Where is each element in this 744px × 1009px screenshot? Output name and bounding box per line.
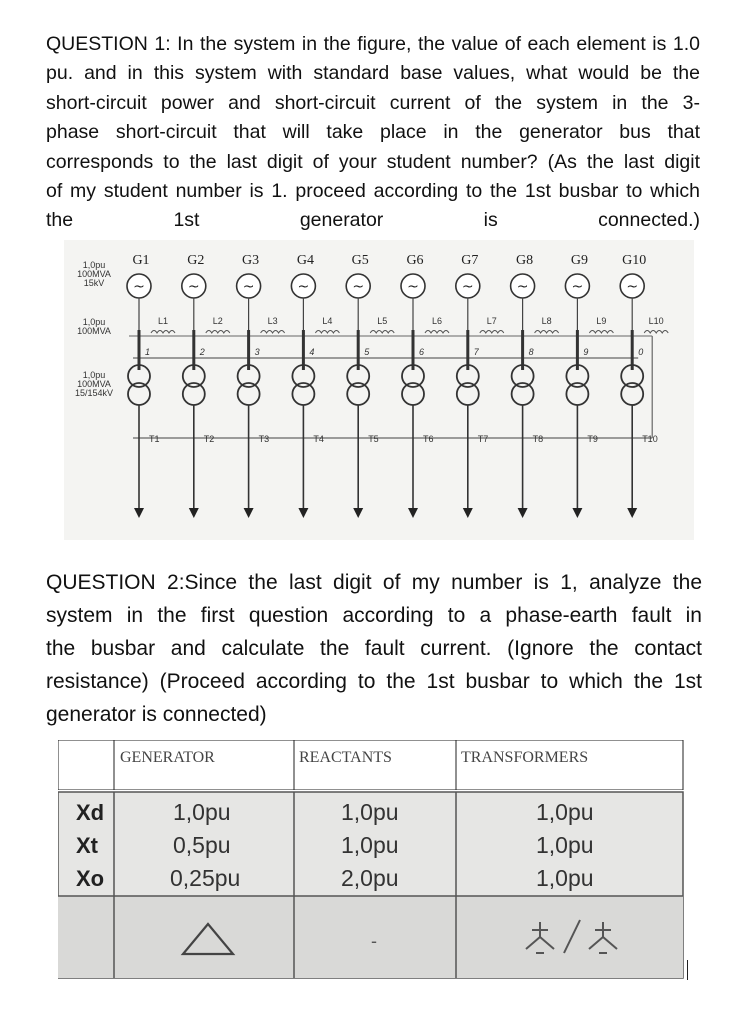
generator-label: G7 <box>461 253 479 268</box>
generator-symbol: ~ <box>133 279 145 295</box>
busbar <box>357 330 360 370</box>
row-label-xo: Xo <box>76 866 105 891</box>
busbar <box>631 330 634 370</box>
busbar <box>247 330 250 370</box>
busbar <box>466 330 469 370</box>
reactant-xo-value: 2,0pu <box>341 865 399 891</box>
generator-symbol: ~ <box>626 279 639 295</box>
line-label: L4 <box>322 316 333 326</box>
bus-number: 0 <box>638 347 644 357</box>
line-label: L5 <box>377 316 388 326</box>
generator-symbol: ~ <box>407 279 419 295</box>
busbar <box>302 330 305 370</box>
bus-number: 7 <box>473 347 479 357</box>
transformer-xo-value: 1,0pu <box>536 865 594 891</box>
header-transformers: TRANSFORMERS <box>461 749 589 766</box>
reactant-symbol: - <box>371 931 377 951</box>
question-1-line: of my student number is 1. proceed according to the 1st busbar to which <box>46 180 700 203</box>
bus-number: 8 <box>528 347 534 357</box>
generator-label: G6 <box>406 253 424 268</box>
line-label: L3 <box>267 316 278 326</box>
bus-number: 5 <box>364 347 370 357</box>
generator-xo-value: 0,25pu <box>170 865 241 891</box>
generator-symbol: ~ <box>571 279 584 295</box>
question-1-line: short-circuit power and short-circuit current of the system in the 3- <box>46 91 700 114</box>
bus-number: 2 <box>199 347 205 357</box>
question-1-last-line <box>46 206 700 235</box>
question-1-line: phase short-circuit that will take place in the generator bus that <box>46 121 700 144</box>
busbar <box>576 330 579 370</box>
transformer-label: T3 <box>258 434 270 444</box>
busbar <box>192 330 195 370</box>
line-label: L6 <box>431 316 443 326</box>
generator-label: G9 <box>570 253 588 268</box>
question-2-line: the busbar and calculate the fault current. (Ignore the contact <box>46 637 702 660</box>
question-1-line: pu. and in this system with standard base values, what would be the <box>46 62 700 85</box>
transformer-label: T9 <box>587 434 598 444</box>
power-system-diagram <box>64 240 694 540</box>
question-2-line: generator is connected) <box>46 703 267 726</box>
busbar <box>521 330 524 370</box>
line-label: L10 <box>648 316 664 326</box>
impedance-table <box>58 740 688 980</box>
bus-number: 3 <box>254 347 260 357</box>
generator-label: G3 <box>242 253 260 268</box>
bus-number: 4 <box>309 347 315 357</box>
generator-label: G8 <box>516 253 534 268</box>
transformer-label: T4 <box>313 434 324 444</box>
reactant-xd-value: 1,0pu <box>341 799 399 825</box>
row-label-xd: Xd <box>76 800 105 825</box>
transformer-label: T2 <box>203 434 215 444</box>
generator-label: G4 <box>296 253 314 268</box>
question-2-line: system in the first question according to a phase-earth fault in <box>46 604 702 627</box>
generator-label: G10 <box>622 253 647 268</box>
transformer-rating-label: 1,0pu <box>82 370 106 380</box>
question-1-word: generator <box>299 209 384 232</box>
question-1-word: the <box>46 209 74 232</box>
generator-xt-value: 0,5pu <box>173 832 231 858</box>
generator-symbol: ~ <box>187 279 200 295</box>
transformer-xt-value: 1,0pu <box>536 832 594 858</box>
transformer-label: T7 <box>477 434 489 444</box>
question-2 <box>46 566 702 731</box>
question-2-line: resistance) (Proceed according to the 1st busbar to which the 1st <box>46 670 702 693</box>
generator-symbol: ~ <box>297 279 310 295</box>
transformer-rating-label: 15/154kV <box>74 388 114 398</box>
line-label: L8 <box>541 316 552 326</box>
question-1 <box>46 30 700 236</box>
transformer-label: T1 <box>149 434 160 444</box>
generator-symbol: ~ <box>461 279 474 295</box>
question-1-line: corresponds to the last digit of your student number? (As the last digit <box>46 150 700 173</box>
transformer-label: T10 <box>642 434 658 444</box>
bus-number: 9 <box>583 347 589 357</box>
bus-number: 1 <box>145 347 151 357</box>
generator-label: G2 <box>187 253 205 268</box>
generator-symbol: ~ <box>352 279 365 295</box>
generator-symbol: ~ <box>242 279 255 295</box>
reactant-xt-value: 1,0pu <box>341 832 399 858</box>
busbar <box>138 330 141 370</box>
question-1-word: is <box>483 209 498 232</box>
question-2-line: QUESTION 2:Since the last digit of my number is 1, analyze the <box>46 571 702 594</box>
transformer-label: T6 <box>423 434 434 444</box>
transformer-label: T5 <box>368 434 379 444</box>
line-rating-label: 1,0pu <box>82 317 106 327</box>
line-rating-label: 100MVA <box>77 326 111 336</box>
bus-number: 6 <box>419 347 425 357</box>
generator-label: G1 <box>132 253 150 268</box>
transformer-xd-value: 1,0pu <box>536 799 594 825</box>
busbar <box>412 330 415 370</box>
header-reactants: REACTANTS <box>299 749 392 766</box>
line-label: L1 <box>157 316 169 326</box>
row-label-xt: Xt <box>76 833 98 858</box>
header-generator: GENERATOR <box>120 749 215 766</box>
line-label: L7 <box>486 316 497 326</box>
question-1-line: QUESTION 1: In the system in the figure, the value of each element is 1.0 <box>46 33 700 55</box>
question-1-word: 1st <box>173 209 200 232</box>
generator-xd-value: 1,0pu <box>173 799 231 825</box>
generator-rating-label: 1,0pu <box>82 260 106 270</box>
generator-rating-label: 100MVA <box>77 269 111 279</box>
generator-label: G5 <box>351 253 369 268</box>
question-1-word: connected.) <box>598 209 700 232</box>
transformer-rating-label: 100MVA <box>77 379 111 389</box>
transformer-label: T8 <box>532 434 544 444</box>
generator-symbol: ~ <box>516 279 529 295</box>
line-label: L2 <box>212 316 223 326</box>
generator-rating-label: 15kV <box>83 278 105 288</box>
line-label: L9 <box>596 316 607 326</box>
